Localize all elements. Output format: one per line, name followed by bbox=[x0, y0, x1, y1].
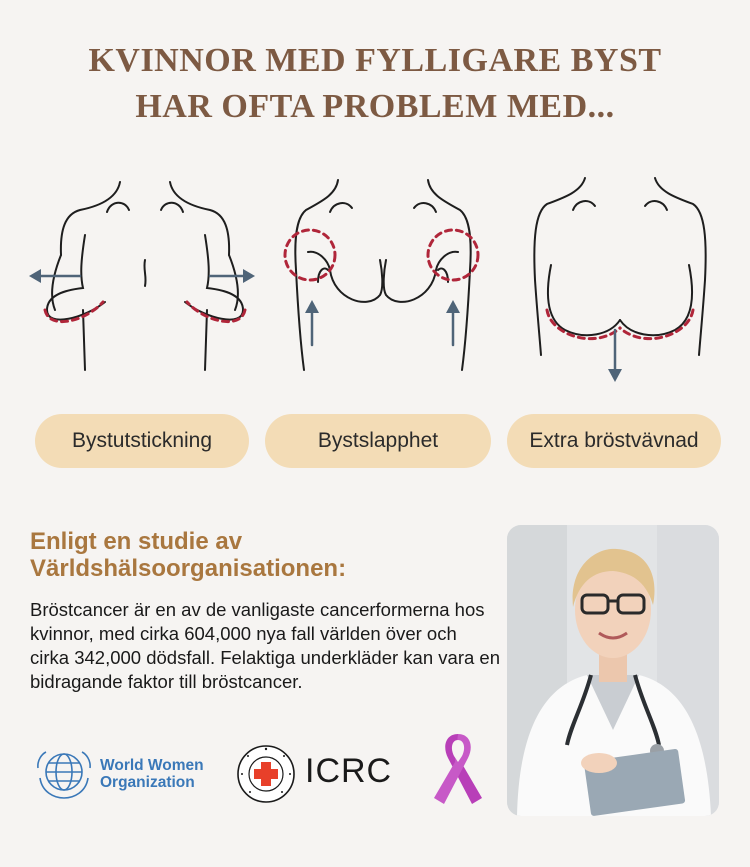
problem-label: Bystslapphet bbox=[317, 429, 439, 452]
headline-line-1: KVINNOR MED FYLLIGARE BYST bbox=[88, 42, 662, 79]
illustration-bust-protrusion bbox=[25, 170, 265, 380]
doctor-photo bbox=[507, 525, 719, 816]
study-body: Bröstcancer är en av de vanligaste cancerformerna hos kvinnor, med cirka 604,000 nya fall världen över och cirka 342,000 dödsfall. Felaktiga underkläder kan vara en bidragande faktor till bröstcancer. bbox=[30, 599, 500, 692]
problem-pill-protrusion bbox=[35, 414, 249, 468]
icrc-name: ICRC bbox=[305, 752, 393, 790]
icrc-seal-logo bbox=[236, 744, 296, 809]
problem-pill-extra-tissue bbox=[507, 414, 721, 468]
wwo-name bbox=[100, 757, 204, 791]
headline-line-2: HAR OFTA PROBLEM MED... bbox=[135, 88, 615, 125]
headline bbox=[0, 38, 750, 130]
ribbon-icon bbox=[428, 728, 488, 808]
study-title: Enligt en studie av Världshälsoorganisationen: bbox=[30, 528, 347, 582]
problem-label: Bystutstickning bbox=[71, 429, 213, 452]
awareness-ribbon bbox=[428, 728, 488, 813]
illustration-extra-tissue bbox=[525, 170, 715, 390]
illustration-bust-sagging bbox=[278, 170, 488, 380]
wwo-logo bbox=[34, 748, 94, 805]
wwo-name-line-2: Organization bbox=[100, 774, 195, 791]
problem-pill-sagging bbox=[265, 414, 491, 468]
wwo-name-line-1: World Women bbox=[100, 757, 204, 774]
globe-icon bbox=[34, 748, 94, 800]
red-cross-icon bbox=[236, 744, 296, 804]
problem-label: Extra bröstvävnad bbox=[529, 429, 699, 452]
